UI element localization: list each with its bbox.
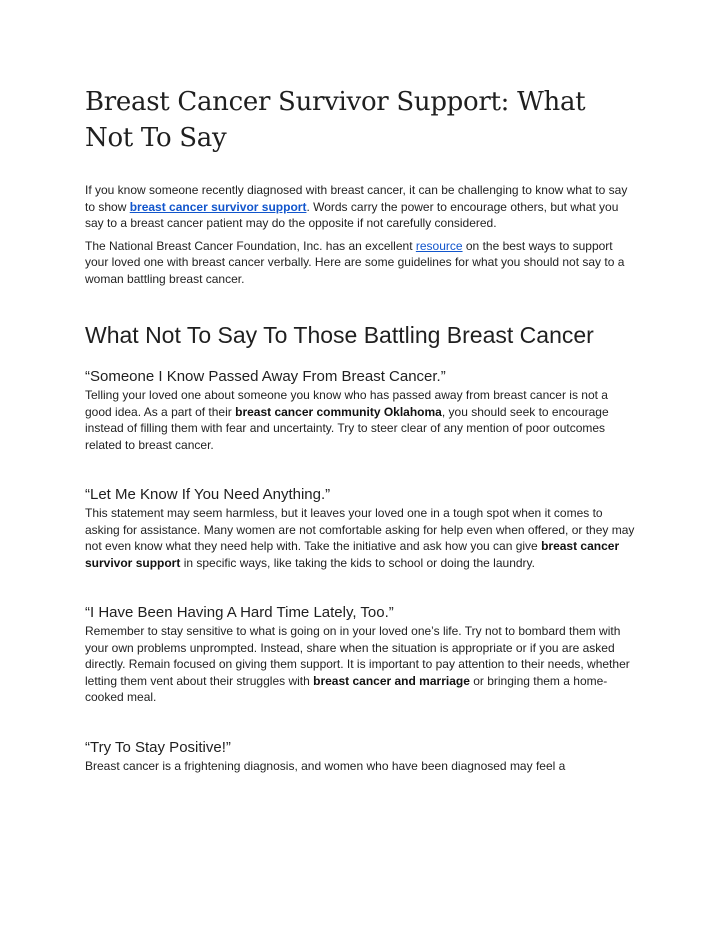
- section-3-text-after: or bringing them a home-cooked meal.: [85, 673, 608, 704]
- intro-1-text-after: . Words carry the power to encourage others, but what you say to a breast cancer patient may do the opposite if not carefully considered.: [85, 199, 619, 230]
- section-3-bold-phrase: breast cancer and marriage: [313, 673, 470, 688]
- section-2-text-after: in specific ways, like taking the kids to school or doing the laundry.: [180, 555, 535, 570]
- breast-cancer-survivor-support-link[interactable]: breast cancer survivor support: [129, 199, 307, 214]
- intro-1-text-before: If you know someone recently diagnosed with breast cancer, it can be challenging to know what to say to show: [85, 183, 628, 214]
- section-someone-passed-away: [85, 367, 635, 453]
- section-1-text-before: Telling your loved one about someone you know who has passed away from breast cancer is not a good idea. As a part of their: [85, 388, 608, 419]
- section-let-me-know: [85, 485, 635, 571]
- intro-2-text-before: The National Breast Cancer Foundation, Inc. has an excellent: [85, 238, 416, 253]
- intro-2-text-after: on the best ways to support your loved one with breast cancer verbally. Here are some guidelines for what you should not say to a woman battling breast cancer.: [85, 238, 625, 286]
- section-1-body: [85, 387, 635, 453]
- section-hard-time-lately: [85, 603, 635, 706]
- section-heading: What Not To Say To Those Battling Breast Cancer: [85, 322, 594, 348]
- section-3-text-before: Remember to stay sensitive to what is going on in your loved one’s life. Try not to bombard them with your own problems unprompted. Instead, share when the situation is appropriate or if you are asked directly. Remain focused on giving them support. It is important to pay attention to their needs, whether letting them vent about their struggles with: [85, 624, 630, 688]
- section-3-heading: “I Have Been Having A Hard Time Lately, Too.”: [85, 604, 394, 621]
- section-1-text-after: , you should seek to encourage instead of filling them with fear and uncertainty. Try to steer clear of any mention of poor outcomes related to breast cancer.: [85, 404, 609, 452]
- document-page: [85, 0, 635, 774]
- section-2-heading: “Let Me Know If You Need Anything.”: [85, 486, 331, 503]
- section-stay-positive: [85, 738, 635, 775]
- section-1-heading: “Someone I Know Passed Away From Breast Cancer.”: [85, 368, 446, 385]
- section-4-text-before: Breast cancer is a frightening diagnosis, and women who have been diagnosed may feel a: [85, 758, 566, 773]
- section-4-heading: “Try To Stay Positive!”: [85, 738, 231, 756]
- section-4-body: [85, 758, 635, 775]
- resource-link[interactable]: resource: [415, 238, 463, 253]
- intro-paragraph-2: [85, 238, 635, 288]
- section-1-bold-phrase: breast cancer community Oklahoma: [235, 404, 442, 419]
- intro-paragraph-1: [85, 182, 635, 232]
- section-2-text-before: This statement may seem harmless, but it leaves your loved one in a tough spot when it comes to asking for assistance. Many women are not comfortable asking for help even when offered, or they may not even know what they need help with. Take the initiative and ask how you can give: [85, 506, 635, 553]
- section-3-body: [85, 623, 635, 706]
- page-title: Breast Cancer Survivor Support: What Not To Say: [85, 87, 586, 153]
- section-2-bold-phrase: breast cancer survivor support: [85, 539, 620, 570]
- section-2-body: [85, 505, 635, 571]
